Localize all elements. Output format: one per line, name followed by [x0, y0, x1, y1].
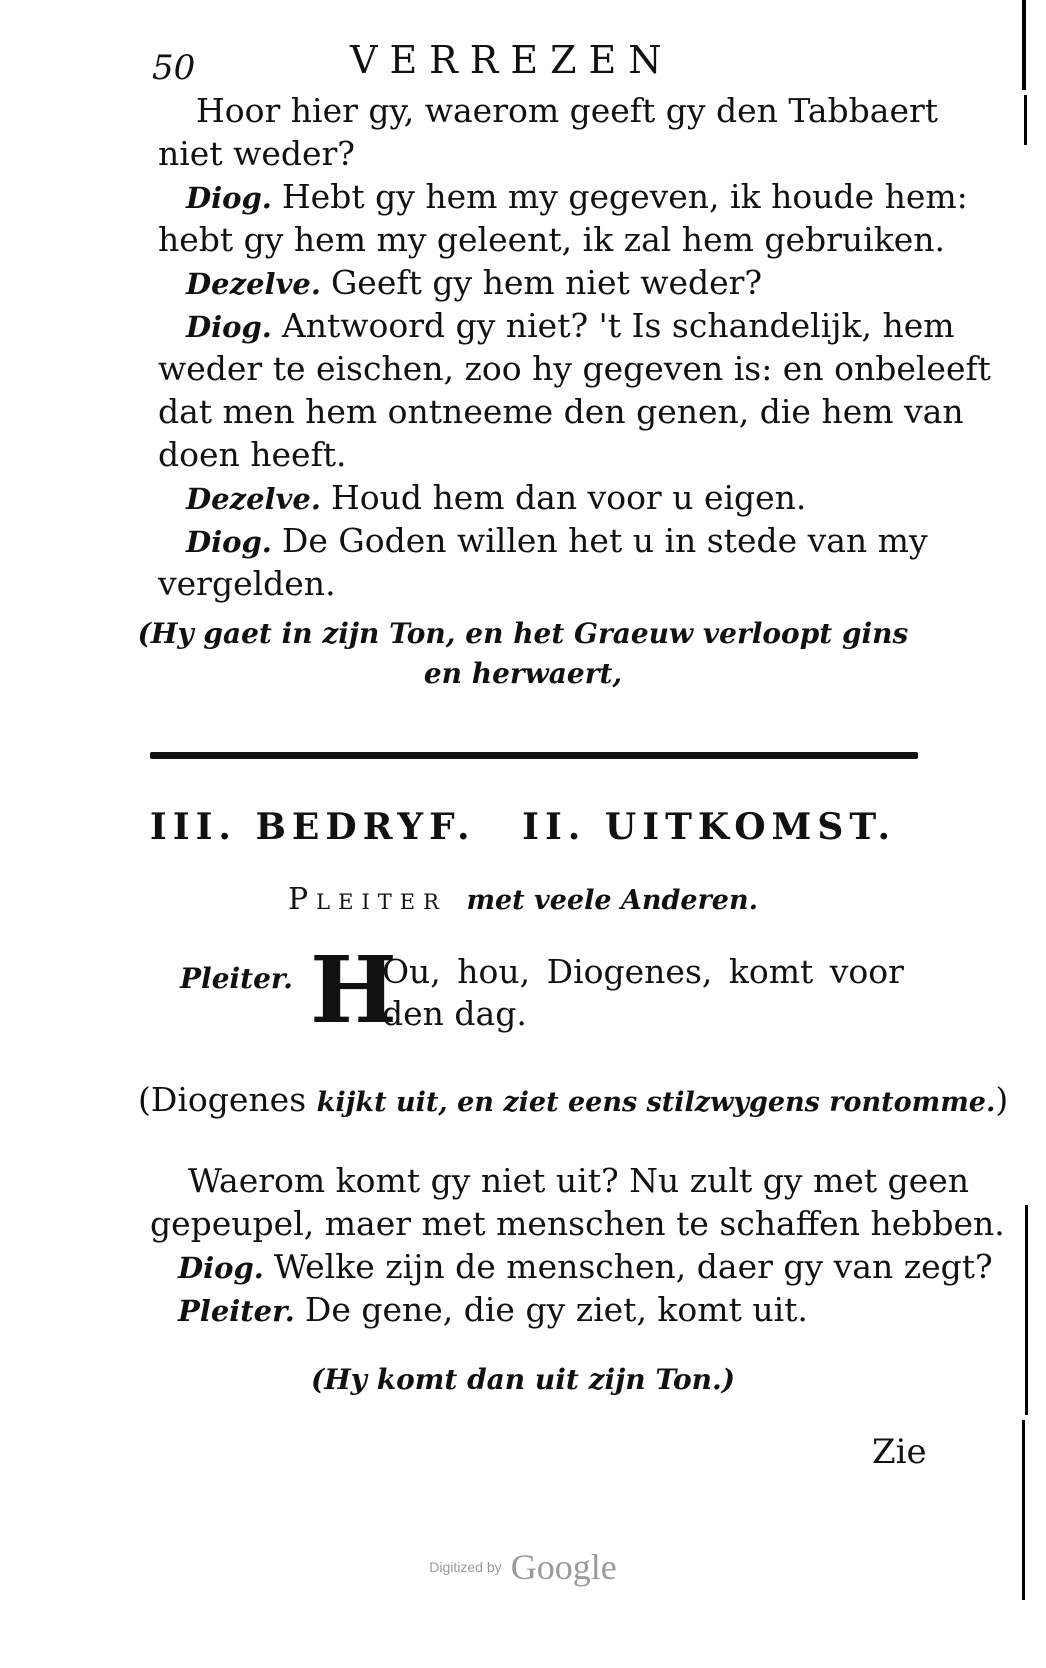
dialogue-line: [148, 563, 948, 606]
character-list: [0, 882, 1046, 917]
scene-label: II. UITKOMST.: [522, 806, 897, 848]
running-title: VERREZEN: [350, 38, 674, 82]
character-others: met veele Anderen.: [466, 885, 759, 916]
running-head: [152, 38, 932, 88]
aside-open: (Diogenes: [138, 1080, 307, 1119]
stage-direction-line: en herwaert,: [423, 657, 623, 690]
dialogue-line: [148, 391, 964, 434]
digitized-label: Digitized by: [429, 1559, 502, 1575]
dialogue-line: [148, 176, 968, 219]
speaker-name: Dezelve.: [186, 482, 321, 516]
dialogue-text: De gene, die gy ziet, komt uit.: [304, 1290, 808, 1329]
stage-direction: [0, 614, 1046, 694]
aside-close: ): [995, 1080, 1009, 1119]
opening-speech: [180, 936, 940, 1060]
act-heading: [0, 806, 1046, 848]
speaker-name: Diog.: [178, 1251, 264, 1285]
dialogue-text: niet weder?: [158, 134, 355, 173]
stage-direction-line: (Hy komt dan uit zijn Ton.): [310, 1363, 736, 1396]
dialogue-text: Waerom komt gy niet uit? Nu zult gy met geen: [188, 1161, 970, 1200]
dialogue-text: doen heeft.: [158, 435, 347, 474]
scan-edge-mark: [1022, 0, 1026, 90]
act-label: III. BEDRYF.: [149, 806, 476, 848]
speaker-name: Diog.: [186, 525, 272, 559]
aside-direction: [138, 1080, 1008, 1119]
aside-italic: kijkt uit, en ziet eens stilzwygens rontomme.: [316, 1087, 996, 1118]
speaker-name: Dezelve.: [186, 267, 321, 301]
dialogue-text: Antwoord gy niet? 't Is schandelijk, hem: [281, 306, 955, 345]
stage-direction: [0, 1360, 1046, 1400]
dialogue-text: weder te eischen, zoo hy gegeven is: en onbeleeft: [158, 349, 991, 388]
character-name: Pleiter: [287, 882, 447, 917]
dialogue-line: [148, 219, 948, 262]
dialogue-line: [148, 348, 991, 391]
dialogue-text: hebt gy hem my geleent, ik zal hem gebruiken.: [158, 220, 946, 259]
dialogue-line: [140, 1160, 970, 1203]
dialogue-text: Hebt gy hem my gegeven, ik houde hem:: [281, 177, 968, 216]
opening-line: den dag.: [382, 994, 527, 1033]
dialogue-text: gepeupel, maer met menschen te schaffen hebben.: [150, 1204, 1005, 1243]
speaker-name: Pleiter.: [178, 1294, 295, 1328]
dialogue-line: [148, 305, 955, 348]
drop-cap: H: [310, 936, 397, 1044]
opening-line: Ou, hou, Diogenes, komt voor: [382, 952, 904, 991]
dialogue-block-1: [148, 90, 991, 606]
scan-edge-mark: [1024, 95, 1027, 145]
dialogue-line: [140, 1246, 993, 1289]
dialogue-text: Hoor hier gy, waerom geeft gy den Tabbaert: [196, 91, 939, 130]
speaker-name: Pleiter.: [180, 962, 293, 995]
stage-direction-line: (Hy gaet in zijn Ton, en het Graeuw verloopt gins: [137, 617, 909, 650]
speaker-name: Diog.: [186, 181, 272, 215]
dialogue-line: [148, 520, 948, 563]
dialogue-line: [140, 1203, 1005, 1246]
dialogue-text: Welke zijn de menschen, daer gy van zegt?: [273, 1247, 993, 1286]
dialogue-text: vergelden.: [158, 564, 336, 603]
digitization-footer: [0, 1546, 1046, 1588]
dialogue-line: [148, 262, 948, 305]
page-number: 50: [152, 48, 196, 88]
speaker-name: Diog.: [186, 310, 272, 344]
catchword: Zie: [872, 1432, 927, 1472]
dialogue-text: Geeft gy hem niet weder?: [330, 263, 763, 302]
dialogue-text: De Goden willen het u in stede van my: [281, 521, 928, 560]
dialogue-text: Houd hem dan voor u eigen.: [330, 478, 807, 517]
dialogue-line: [148, 90, 948, 133]
dialogue-line: [140, 1289, 940, 1332]
section-rule: [150, 752, 918, 759]
dialogue-block-2: [140, 1160, 1005, 1332]
digitizer-logo: Google: [510, 1547, 617, 1587]
dialogue-line: [148, 477, 948, 520]
dialogue-line: [148, 434, 948, 477]
dialogue-text: dat men hem ontneeme den genen, die hem van: [158, 392, 964, 431]
dialogue-line: [148, 133, 948, 176]
